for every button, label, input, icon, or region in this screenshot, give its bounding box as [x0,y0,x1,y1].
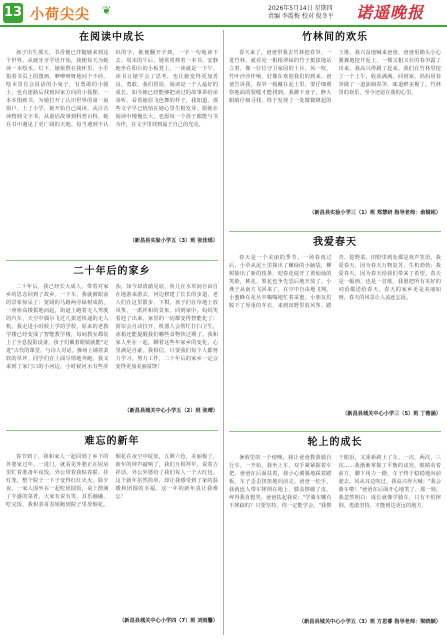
article-text: 春天是一个美丽的季节。一场春雨过后，小草从泥土里探出了嫩绿的小脑袋，柳树抽出了新的枝条，迎春花绽开了黄灿灿的笑脸，桃花、梨花也争先恐后地开放了。小燕子从南方飞回来了，在空中自由地飞翔，小蜜蜂在花丛中嗡嗡地忙着采蜜。小朋友们脱下了厚重的冬衣，来到田野里放风筝、踏青、挖野菜。田野里到处都是欢声笑语。我爱春天，因为春天万物复苏，生机勃勃；我爱春天，因为春天给我们带来了希望。春天是一幅画，也是一首歌，我愿把所有美好的词语都送给春天。春天的家乡更是美丽如画，春天的风景让人流连忘返。 [229,255,441,309]
article-author: （新昌县实验小学五（3）班 张佳瑶） [129,238,218,244]
article-body [6,283,218,407]
article-author: （新昌县城关中心小学三（5）班 丁雅涵） [342,411,441,417]
article-title: 在阅读中成长 [79,32,145,43]
article-body [229,454,441,618]
article-reading-growth [6,30,218,256]
article-author: （新昌县实验小学三（1）班 郑慧研 指导老师：俞镜铭） [309,210,441,216]
article-new-year [6,434,218,634]
column-divider [223,30,224,635]
article-body [229,254,441,410]
page-number: 13 [3,3,23,23]
article-wheels-growth [229,435,441,634]
article-bamboo-joy [229,30,441,227]
newspaper-masthead: 诺遥晚报 [356,3,425,22]
column-name: 小荷尖尖 [30,7,90,23]
section-divider [6,260,218,261]
page-header [0,0,447,26]
issue-date: 2026年5月14日 星期四 [268,5,333,12]
issue-staff: 责编 李霞梅 校对 倪冬平 [268,13,334,20]
section-divider [6,430,218,431]
section-divider [229,431,441,432]
article-author: （新昌县城关中心小学五（3）班 方思睿 指导老师：梁晓颖） [298,619,441,625]
article-text: 春节到了，我和家人一起回到了乡下的外婆家过年。一进门，就看见外婆正在厨房里忙着准备年夜饭。外公带着我贴春联、挂灯笼，整个院子一下子变得红红火火。除夕夜，一家人围坐在一起吃团圆饭，桌上摆满了丰盛的菜肴，大家有说有笑，其乐融融。吃完饭，我和表哥表姐跑到院子里放烟花。烟花在夜空中绽放，五颜六色，美丽极了。新年的钟声敲响了，我们互相拜年，说着吉祥话，外公外婆给了我们每人一个大红包。这个新年虽然简单，却让我感受到了家的温暖和团圆的幸福。这一年的新年真让我难忘！ [6,454,218,508]
article-text: 孩子出生那天，书香便已伴随她来到这个世界。从她牙牙学语开始，我便每天为她读一本绘本。灯下，她依偎在我怀里，小手指着书页上的图画，咿咿呀呀地问个不停。绘本里有会说话的小兔子，有勇敢的小骑士，也有迷路后找到回家方向的小狐狸。一本本图画书，为她打开了认识世界的第一扇窗户。上了小学，她开始自己阅读，从注音读物到文字书，从童话故事到科普百科，她在书中遇见了更广阔的天地。每当遇到不认识的字，她便翻开字典，一字一句地读下去。周末的午后，她常常捧着一本书，安静地坐在阳台的小板凳上，一读就是一下午。读书让她学会了思考，也让她变得更加善良、勇敢。我们常说，阅读是一个人最好的成长。如今她已经能够把读过的故事讲给弟弟听，看着她眉飞色舞的样子，我知道，那些文字早已悄悄在她心里生根发芽。愿她在阅读中慢慢长大，也愿每一个孩子都能与书为伴，在文字里找到属于自己的光亮。 [6,50,218,128]
leaf-icon: ❦ [102,4,112,17]
article-title: 二十年后的家乡 [73,266,151,277]
article-title: 竹林间的欢乐 [302,32,368,43]
article-text: 春天来了，爸爸带我去竹林挖春笋。一进竹林，就看见一根根翠绿的竹子挺拔地站立着，像一位位守卫家园的士兵。风一吹，竹叶沙沙作响，好像在欢迎我们的到来。爸爸告诉我，春笋一般藏在泥土里，要仔细观察地面的裂缝才能找到。我蹲下身子，睁大眼睛仔细寻找，终于发现了一处微微隆起的土堆。我兴奋地喊来爸爸，爸爸用锄头小心翼翼地挖开泥土，一棵又粗又壮的春笋露了出来。我高兴得跳了起来。我们在竹林里挖了一个上午，收获满满。回到家，妈妈用春笋做了一道油焖春笋，味道鲜美极了。竹林里的欢乐，至今还留在我的心里。 [229,50,441,104]
article-body [6,453,218,617]
article-author: （新昌县城关中心小学四（7）班 刘雨馨） [119,618,218,624]
article-title: 轮上的成长 [307,437,363,448]
article-body [6,49,218,237]
header-divider [0,25,447,27]
article-title: 难忘的新年 [84,436,140,447]
article-text: 二十年后，我已经长大成人，带着对家乡的思念回到了故乡。一下车，我就被眼前的景象惊呆了：宽阔的马路两旁绿树成荫，一座座高楼拔地而起，街道上跑着无人驾驶的汽车，天空中偶尔飞过几架送快递的无人机。我走进小时候上学的学校，原来的老教学楼已经变成了智能教学楼，每间教室都装上了全息投影设备，孩子们戴着眼镜就能"走进"古代的课堂，与诗人对话。操场上铺着柔软的草坪，同学们在上面尽情地奔跑。我又来到了家门口的小河边，小时候河水有些浑浊，如今却清澈见底，鱼儿在水草间自由自在地游来游去。河边修建了长长的步道，老人们在这里散步、下棋，孩子们在草地上放风筝，一派祥和的景象。回到家中，妈妈笑着迎了出来，家里的一切都变得智能化了：窗帘会自动拉开，机器人会帮忙打扫卫生，冰箱还能提醒我们哪些食物快过期了。我和家人坐在一起，聊着这些年家乡的变化，心里满是自豪。我相信，只要我们每个人都努力学习，努力工作，二十年后的家乡一定会变得更加美丽富饶！ [6,284,218,370]
article-text: 暑假里的一个傍晚，我让爸爸教我骑自行车。一开始，我坐上车，双手紧紧握着车把，爸爸在后面扶着，我小心翼翼地踩着踏板，车子歪歪扭扭地向前走。爸爸一松手，我就连人带车摔倒在地上，膝盖擦破了皮，疼得我直想哭。爸爸扶起我说："学骑车哪有不摔跤的？只要坚持，你一定能学会。"我擦干眼泪，又重新跨上了车。一次，两次，三次……我渐渐掌握了平衡的诀窍，眼睛看着前方，脚下用力一蹬，车子终于稳稳地向前驶去。风从耳边吹过，我高兴得大喊："我会骑车啦！"爸爸在后面开心地笑了。那一刻，我忽然明白：成长就像学骑车，只有不怕摔倒，勇敢坚持，才能到达更远的地方。 [229,455,441,509]
article-author: （新昌县城关中心小学五（2）班 张晴） [124,408,218,414]
article-body [229,49,441,209]
article-hometown-future [6,264,218,426]
article-title: 我爱春天 [313,237,357,248]
article-love-spring [229,235,441,427]
section-divider [229,231,441,232]
